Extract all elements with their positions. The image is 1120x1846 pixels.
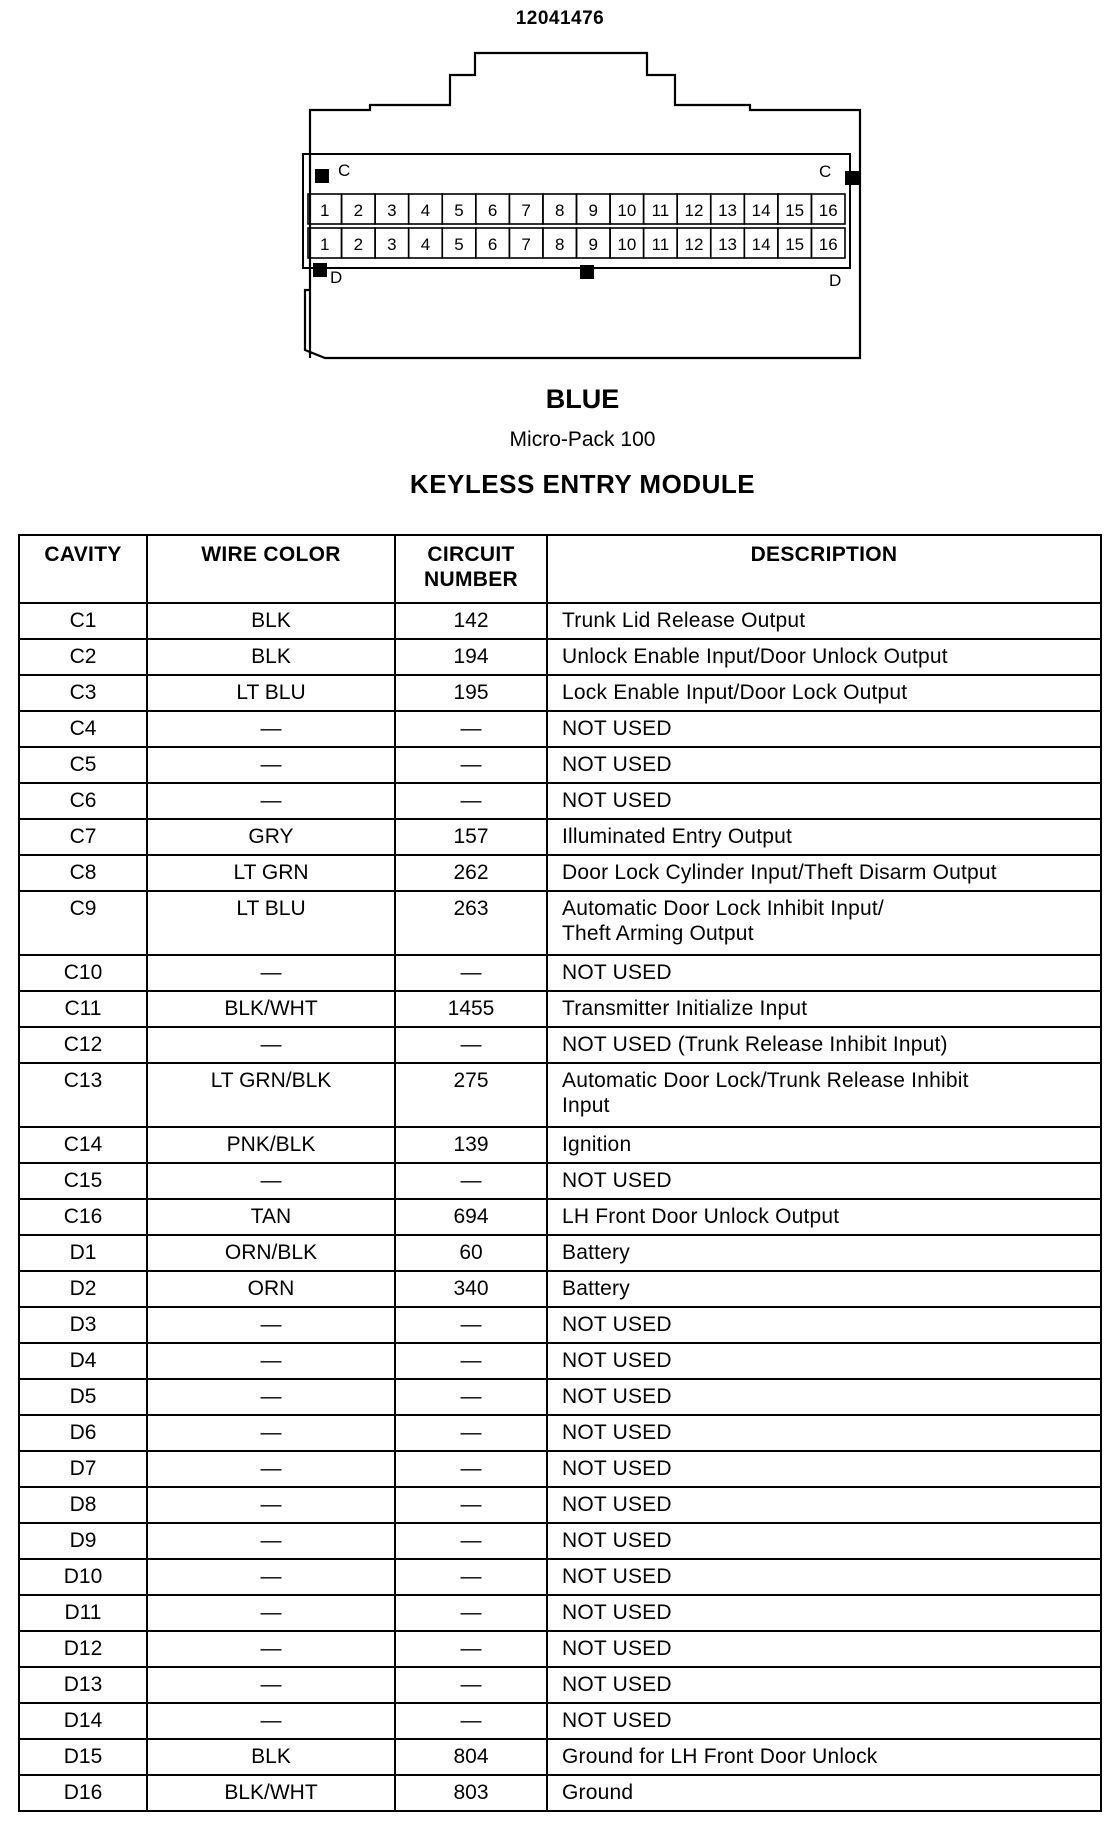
cell-wire-color: BLK/WHT [147,991,395,1027]
table-row [19,1487,1101,1523]
table-row [19,1379,1101,1415]
d-row-pin-number: 14 [751,235,771,254]
cell-circuit-number: — [395,783,547,819]
cell-wire-color: — [147,1307,395,1343]
cell-description: Transmitter Initialize Input [547,991,1101,1027]
cell-description: Lock Enable Input/Door Lock Output [547,675,1101,711]
cell-cavity: C13 [19,1063,147,1127]
table-row [19,1199,1101,1235]
cell-circuit-number: — [395,1451,547,1487]
cell-circuit-number: — [395,1631,547,1667]
cell-wire-color: — [147,1667,395,1703]
cell-cavity: D4 [19,1343,147,1379]
cell-wire-color: — [147,955,395,991]
d-label-right: D [829,271,842,290]
cell-circuit-number: 263 [395,891,547,955]
cell-description: Unlock Enable Input/Door Unlock Output [547,639,1101,675]
c-row-pin-number: 3 [387,201,397,220]
cell-circuit-number: — [395,1415,547,1451]
cell-circuit-number: 1455 [395,991,547,1027]
c-row-pin-number: 15 [785,201,805,220]
d-row-pin-number: 4 [420,235,431,254]
cell-wire-color: — [147,747,395,783]
cell-description: NOT USED [547,1631,1101,1667]
table-row [19,855,1101,891]
table-row [19,1271,1101,1307]
cell-circuit-number: — [395,1027,547,1063]
cell-cavity: C4 [19,711,147,747]
pinout-table [18,534,1102,1812]
table-row [19,1063,1101,1127]
cell-circuit-number: — [395,1523,547,1559]
table-row [19,1667,1101,1703]
c-row-pin-number: 8 [554,201,565,220]
table-row [19,1415,1101,1451]
cell-wire-color: BLK [147,639,395,675]
header-wire-color: WIRE COLOR [147,535,395,603]
cell-circuit-number: — [395,1487,547,1523]
cell-description: NOT USED [547,1307,1101,1343]
cell-description: NOT USED [547,711,1101,747]
cell-cavity: C8 [19,855,147,891]
cell-circuit-number: 139 [395,1127,547,1163]
cell-wire-color: — [147,1523,395,1559]
c-label-left: C [338,161,351,180]
cell-wire-color: — [147,1415,395,1451]
table-row [19,891,1101,955]
cell-cavity: C7 [19,819,147,855]
cell-description: NOT USED [547,1667,1101,1703]
cell-description: Ignition [547,1127,1101,1163]
cell-circuit-number: — [395,1307,547,1343]
cell-circuit-number: 142 [395,603,547,639]
table-row [19,1027,1101,1063]
cell-wire-color: — [147,711,395,747]
table-row [19,1127,1101,1163]
cell-circuit-number: — [395,1163,547,1199]
cell-description: NOT USED [547,1523,1101,1559]
c-row-pin-number: 2 [353,201,364,220]
cell-description: NOT USED [547,747,1101,783]
header-circuit-line2: NUMBER [424,568,518,592]
table-row [19,1343,1101,1379]
table-row [19,1595,1101,1631]
cell-cavity: D16 [19,1775,147,1811]
cell-cavity: C12 [19,1027,147,1063]
cell-cavity: C2 [19,639,147,675]
table-row [19,1523,1101,1559]
cell-description: Battery [547,1271,1101,1307]
header-cavity: CAVITY [19,535,147,603]
cell-cavity: C15 [19,1163,147,1199]
table-row [19,991,1101,1027]
cell-wire-color: BLK [147,1739,395,1775]
table-row [19,1163,1101,1199]
table-row [19,1235,1101,1271]
cell-wire-color: — [147,1703,395,1739]
cell-description: NOT USED [547,1343,1101,1379]
cell-description: Automatic Door Lock Inhibit Input/ Theft Arming Output [547,891,1101,955]
table-row [19,639,1101,675]
table-row [19,675,1101,711]
cell-wire-color: GRY [147,819,395,855]
cell-wire-color: — [147,783,395,819]
cell-cavity: D2 [19,1271,147,1307]
cell-wire-color: — [147,1027,395,1063]
cell-description: Illuminated Entry Output [547,819,1101,855]
c-row-pin-number: 7 [521,201,531,220]
d-row-pin-number: 9 [588,235,599,254]
cell-wire-color: — [147,1451,395,1487]
d-marker-center [580,265,594,279]
table-row [19,711,1101,747]
cell-wire-color: — [147,1487,395,1523]
cell-wire-color: ORN [147,1271,395,1307]
cell-circuit-number: 340 [395,1271,547,1307]
cell-circuit-number: — [395,1559,547,1595]
cell-description: Ground [547,1775,1101,1811]
cell-cavity: D3 [19,1307,147,1343]
cell-cavity: D9 [19,1523,147,1559]
connector-series: Micro-Pack 100 [509,428,656,451]
cell-circuit-number: 195 [395,675,547,711]
c-row-pin-number: 10 [617,201,637,220]
cell-circuit-number: — [395,747,547,783]
cell-circuit-number: 157 [395,819,547,855]
table-row [19,1775,1101,1811]
cell-wire-color: LT BLU [147,891,395,955]
cell-description: NOT USED [547,955,1101,991]
cell-description: NOT USED [547,783,1101,819]
c-row-pin-number: 5 [454,201,464,220]
table-row [19,819,1101,855]
cell-cavity: C3 [19,675,147,711]
part-number: 12041476 [515,8,605,29]
cell-description: NOT USED (Trunk Release Inhibit Input) [547,1027,1101,1063]
d-row-pin-number: 7 [521,235,531,254]
cell-description: NOT USED [547,1451,1101,1487]
cell-cavity: D15 [19,1739,147,1775]
cell-cavity: D5 [19,1379,147,1415]
cell-description: NOT USED [547,1415,1101,1451]
cell-cavity: C11 [19,991,147,1027]
cell-circuit-number: 804 [395,1739,547,1775]
cell-circuit-number: 275 [395,1063,547,1127]
table-row [19,747,1101,783]
d-row-pin-number: 11 [651,235,670,254]
cell-description: Battery [547,1235,1101,1271]
cell-wire-color: — [147,1559,395,1595]
table-row [19,1451,1101,1487]
table-row [19,1631,1101,1667]
cell-cavity: D13 [19,1667,147,1703]
cell-cavity: D8 [19,1487,147,1523]
cell-description: Trunk Lid Release Output [547,603,1101,639]
d-row-pin-number: 8 [554,235,565,254]
connector-diagram [280,50,880,360]
cell-circuit-number: — [395,1343,547,1379]
cell-wire-color: TAN [147,1199,395,1235]
table-row [19,603,1101,639]
cell-wire-color: BLK [147,603,395,639]
c-row-pin-number: 9 [588,201,599,220]
table-row [19,1559,1101,1595]
cell-cavity: D10 [19,1559,147,1595]
table-row [19,783,1101,819]
c-label-right: C [819,162,832,181]
c-marker-left [315,169,329,183]
d-row-pin-number: 16 [818,235,838,254]
header-description: DESCRIPTION [547,535,1101,603]
cell-description: NOT USED [547,1559,1101,1595]
cell-wire-color: BLK/WHT [147,1775,395,1811]
c-row-pin-number: 11 [651,201,670,220]
cell-cavity: D7 [19,1451,147,1487]
cell-circuit-number: 694 [395,1199,547,1235]
c-row-pin-number: 6 [487,201,498,220]
cell-cavity: D6 [19,1415,147,1451]
cell-cavity: D14 [19,1703,147,1739]
cell-description: Automatic Door Lock/Trunk Release Inhibit Input [547,1063,1101,1127]
d-marker-left [313,263,327,277]
cell-wire-color: LT GRN/BLK [147,1063,395,1127]
cell-circuit-number: 262 [395,855,547,891]
cell-cavity: C6 [19,783,147,819]
cell-circuit-number: 194 [395,639,547,675]
cell-description: NOT USED [547,1379,1101,1415]
connector-color: BLUE [545,384,620,414]
d-row-pin-number: 15 [785,235,805,254]
cell-wire-color: LT BLU [147,675,395,711]
table-header-row [19,535,1101,603]
cell-circuit-number: — [395,955,547,991]
cell-wire-color: — [147,1343,395,1379]
cell-wire-color: LT GRN [147,855,395,891]
d-row-pin-number: 2 [353,235,364,254]
c-row-pin-number: 13 [718,201,737,220]
cell-description: NOT USED [547,1487,1101,1523]
c-marker-right [845,171,859,185]
cell-circuit-number: 60 [395,1235,547,1271]
c-row-pin-number: 1 [320,201,330,220]
cell-wire-color: ORN/BLK [147,1235,395,1271]
cell-cavity: C14 [19,1127,147,1163]
cell-description: NOT USED [547,1163,1101,1199]
table-row [19,955,1101,991]
table-row [19,1739,1101,1775]
table-row [19,1307,1101,1343]
cell-cavity: C10 [19,955,147,991]
c-row-pin-number: 16 [818,201,838,220]
d-row-pin-number: 1 [320,235,330,254]
table-row [19,1703,1101,1739]
cell-description: NOT USED [547,1703,1101,1739]
c-row-pin-number: 14 [751,201,771,220]
cell-cavity: C5 [19,747,147,783]
header-circuit-line1: CIRCUIT [427,543,515,566]
header-circuit-number [395,535,547,603]
d-row-pin-number: 3 [387,235,397,254]
cell-cavity: C16 [19,1199,147,1235]
d-row-pin-number: 12 [684,235,704,254]
cell-circuit-number: — [395,1595,547,1631]
cell-cavity: C1 [19,603,147,639]
cell-circuit-number: — [395,1703,547,1739]
cell-wire-color: PNK/BLK [147,1127,395,1163]
cell-cavity: D11 [19,1595,147,1631]
cell-wire-color: — [147,1379,395,1415]
d-row-pin-number: 13 [718,235,737,254]
c-row-pin-number: 4 [420,201,431,220]
d-row-pin-number: 5 [454,235,464,254]
cell-description: Door Lock Cylinder Input/Theft Disarm Output [547,855,1101,891]
cell-circuit-number: — [395,1379,547,1415]
cell-circuit-number: 803 [395,1775,547,1811]
cell-circuit-number: — [395,1667,547,1703]
c-row-pin-number: 12 [684,201,704,220]
d-row-pin-number: 6 [487,235,498,254]
d-row-pin-number: 10 [617,235,637,254]
cell-description: LH Front Door Unlock Output [547,1199,1101,1235]
cell-cavity: D12 [19,1631,147,1667]
cell-cavity: D1 [19,1235,147,1271]
cell-cavity: C9 [19,891,147,955]
cell-wire-color: — [147,1631,395,1667]
cell-description: Ground for LH Front Door Unlock [547,1739,1101,1775]
cell-wire-color: — [147,1163,395,1199]
module-title: KEYLESS ENTRY MODULE [409,469,756,499]
cell-description: NOT USED [547,1595,1101,1631]
cell-wire-color: — [147,1595,395,1631]
d-label-left: D [330,268,343,287]
cell-circuit-number: — [395,711,547,747]
